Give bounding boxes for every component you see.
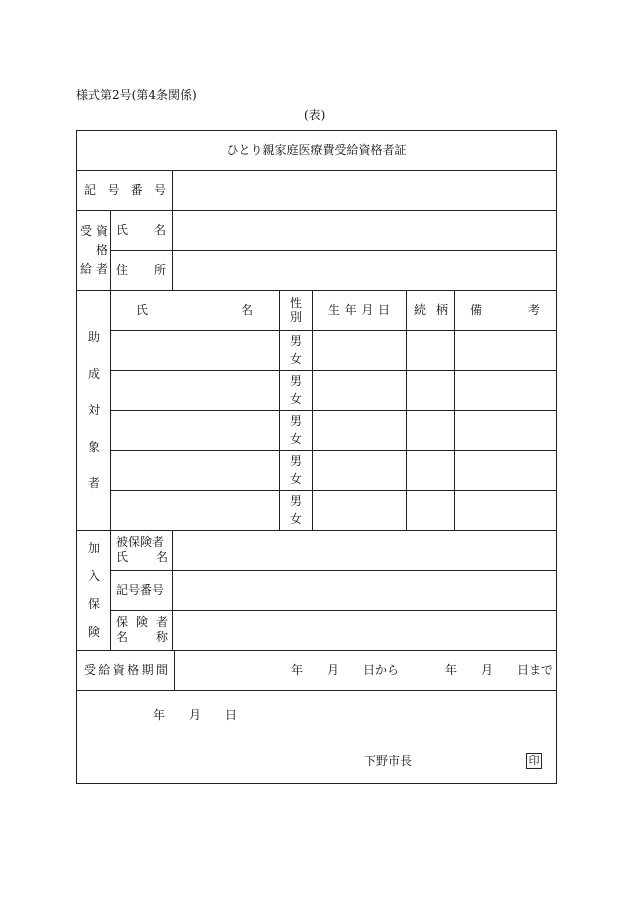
recipient-group-char-1: 受 [80, 224, 93, 238]
rule-subject-row-1 [110, 370, 557, 371]
form-reference: 様式第2号(第4条関係) [76, 88, 197, 102]
rule-insurance-1 [110, 570, 557, 571]
row-1-male: 男 [289, 334, 302, 348]
row-1-female: 女 [289, 352, 302, 366]
rule-subject-row-3 [110, 450, 557, 451]
rule-title [76, 170, 557, 171]
rule-period-end [76, 690, 557, 691]
col-name-header: 氏 名 [136, 303, 253, 317]
col-birth-header: 生 年 月 日 [328, 303, 390, 317]
issue-month: 月 [189, 708, 202, 722]
row-2-male: 男 [289, 374, 302, 388]
row-3-male: 男 [289, 414, 302, 428]
insured-name-label-2: 氏 名 [116, 550, 168, 564]
insurer-name-label-1: 保 険 者 [116, 615, 168, 629]
recipient-address-label: 住 所 [116, 263, 166, 277]
issue-day: 日 [225, 708, 238, 722]
rule-subject-row-4 [110, 490, 557, 491]
vrule-subject-group [110, 290, 111, 530]
vrule-insurance-group [110, 530, 111, 650]
rule-record [76, 210, 557, 211]
issuer-name: 下野市長 [364, 754, 413, 768]
row-5-female: 女 [289, 512, 302, 526]
recipient-group-char-3: 格 [96, 243, 109, 257]
vrule-subject-relation [454, 290, 455, 530]
recipient-name-label: 氏 名 [116, 223, 166, 237]
recipient-group-char-2: 資 [96, 224, 109, 238]
recipient-group-char-4: 給 [80, 262, 93, 276]
col-sex-header: 性 別 [289, 296, 302, 324]
insured-name-label-1: 被保険者 [116, 535, 165, 549]
row-4-female: 女 [289, 472, 302, 486]
rule-insurance-end [76, 650, 557, 651]
vrule-subject-name [279, 290, 280, 530]
period-from-year: 年 [291, 663, 304, 677]
side-label: (表) [304, 108, 326, 122]
rule-insurance-2 [110, 610, 557, 611]
vrule-insurance-label [172, 530, 173, 650]
vrule-record [172, 170, 173, 210]
row-2-female: 女 [289, 392, 302, 406]
row-3-female: 女 [289, 432, 302, 446]
subjects-group-label: 助 成 対 象 者 [87, 330, 100, 490]
rule-subject-end [76, 530, 557, 531]
rule-recipient-end [76, 290, 557, 291]
period-from-day: 日から [363, 663, 400, 677]
seal-mark: 印 [526, 753, 542, 769]
issue-year: 年 [153, 708, 166, 722]
period-to-day: 日まで [517, 663, 554, 677]
period-to-month: 月 [481, 663, 494, 677]
insurance-group-label: 加 入 保 険 [87, 541, 100, 639]
rule-subject-row-2 [110, 410, 557, 411]
period-label: 受 給 資 格 期 間 [84, 663, 168, 677]
vrule-recipient-label [172, 210, 173, 290]
insurer-name-label-2: 名 称 [116, 630, 168, 644]
period-to-year: 年 [445, 663, 458, 677]
vrule-recipient-group [110, 210, 111, 290]
period-from-month: 月 [327, 663, 340, 677]
vrule-period [174, 650, 175, 690]
col-relation-header: 続 柄 [414, 303, 448, 317]
insurance-record-number-label: 記号番号 [116, 583, 165, 597]
row-5-male: 男 [289, 494, 302, 508]
col-remarks-header: 備 考 [470, 303, 540, 317]
certificate-title: ひとり親家庭医療費受給資格者証 [226, 143, 407, 157]
recipient-group-char-5: 者 [96, 262, 109, 276]
row-4-male: 男 [289, 454, 302, 468]
vrule-subject-sex [312, 290, 313, 530]
record-number-label: 記 号 番 号 [84, 183, 166, 197]
rule-subject-header [110, 330, 557, 331]
rule-recipient-mid [110, 250, 557, 251]
vrule-subject-birth [406, 290, 407, 530]
